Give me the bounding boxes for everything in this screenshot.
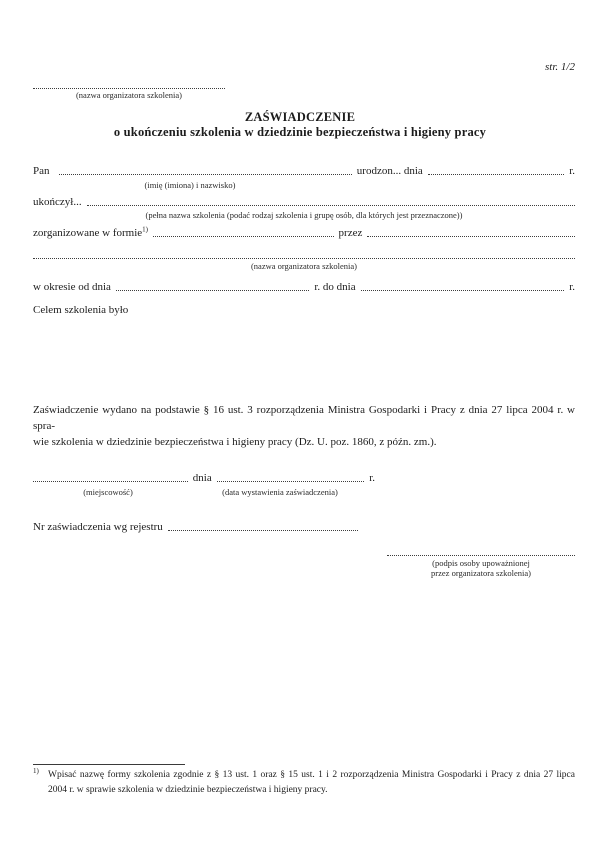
pan-row xyxy=(33,165,575,178)
training-form-field[interactable] xyxy=(153,236,334,237)
register-number-field[interactable] xyxy=(168,530,358,531)
period-year-suffix: r. xyxy=(569,281,575,293)
period-to-label: r. do dnia xyxy=(314,281,356,293)
completed-label: ukończył... xyxy=(33,196,82,208)
completed-row xyxy=(33,196,575,209)
signature-caption-line-2: przez organizatora szkolenia) xyxy=(431,567,531,578)
organizer-name-field[interactable] xyxy=(33,88,225,89)
period-row xyxy=(33,281,575,294)
pan-label: Pan xyxy=(33,165,50,177)
legal-basis-paragraph xyxy=(33,402,575,450)
title-block xyxy=(0,110,600,140)
issue-date-label: dnia xyxy=(192,472,212,484)
footnote-reference: 1) xyxy=(142,225,148,234)
organizer-block xyxy=(33,82,225,101)
period-from-label: w okresie od dnia xyxy=(33,281,111,293)
full-name-field[interactable] xyxy=(59,174,352,175)
signature-caption xyxy=(387,559,575,579)
birth-date-field[interactable] xyxy=(428,174,564,175)
period-from-field[interactable] xyxy=(116,290,309,291)
footnote: 1) Wpisać nazwę formy szkolenia zgodnie z § 13 ust. 1 oraz § 15 ust. 1 i 2 rozporządzenia Ministra Gospodarki i Pracy z dnia 27 lipca 2004 r. w sprawie szkolenia w dziedzinie bezpieczeństwa i higieny pracy. xyxy=(33,768,575,798)
organizer-name-caption: (nazwa organizatora szkolenia) xyxy=(75,90,183,100)
issue-row xyxy=(33,472,375,485)
organizer-block-2 xyxy=(33,252,575,272)
place-caption: (miejscowość) xyxy=(83,487,133,497)
organized-label-text: zorganizowane w formie xyxy=(33,227,143,239)
legal-basis-line-1: Zaświadczenie wydano na podstawie § 16 ust. 3 rozporządzenia Ministra Gospodarki i Pracy z dnia 27 lipca 2004 r. w spra- xyxy=(33,404,575,432)
signature-caption-line-1: (podpis osoby upoważnionej xyxy=(432,558,530,568)
signature-field[interactable] xyxy=(387,555,575,556)
training-name-field[interactable] xyxy=(87,205,575,206)
purpose-label: Celem szkolenia było xyxy=(33,304,129,316)
footnote-line-2: 2004 r. w sprawie szkolenia w dziedzinie bezpieczeństwa i higieny pracy. xyxy=(48,785,328,795)
training-caption: (pełna nazwa szkolenia (podać rodzaj szkolenia i grupę osób, dla których jest przeznaczone)) xyxy=(145,210,463,220)
certificate-title: ZAŚWIADCZENIE xyxy=(244,110,356,124)
register-row xyxy=(33,521,358,534)
organized-label xyxy=(33,227,148,240)
footnote-rule xyxy=(33,764,185,765)
organized-row xyxy=(33,227,575,240)
register-label: Nr zaświadczenia wg rejestru xyxy=(33,521,163,533)
by-label: przez xyxy=(338,227,363,239)
issue-year-suffix: r. xyxy=(369,472,375,484)
footnote-line-1: Wpisać nazwę formy szkolenia zgodnie z § 13 ust. 1 oraz § 15 ust. 1 i 2 rozporządzenia Ministra Gospodarki i Pracy z dnia 27 lipca xyxy=(48,770,575,780)
issue-date-caption: (data wystawienia zaświadczenia) xyxy=(222,487,338,497)
issue-date-field[interactable] xyxy=(217,481,364,482)
year-suffix: r. xyxy=(569,165,575,177)
period-to-field[interactable] xyxy=(361,290,565,291)
organizer-caption-2: (nazwa organizatora szkolenia) xyxy=(250,261,358,271)
signature-block xyxy=(387,548,575,579)
certificate-subtitle: o ukończeniu szkolenia w dziedzinie bezpieczeństwa i higieny pracy xyxy=(113,125,487,139)
name-caption: (imię (imiona) i nazwisko) xyxy=(144,180,236,190)
legal-basis-line-2: wie szkolenia w dziedzinie bezpieczeństwa i higieny pracy (Dz. U. poz. 1860, z późn. zm.). xyxy=(33,436,437,448)
page-number: str. 1/2 xyxy=(545,61,575,73)
organized-by-field[interactable] xyxy=(367,236,575,237)
born-label: urodzon... dnia xyxy=(356,165,423,177)
place-field[interactable] xyxy=(33,481,188,482)
organizer-name-field-2[interactable] xyxy=(33,258,575,259)
